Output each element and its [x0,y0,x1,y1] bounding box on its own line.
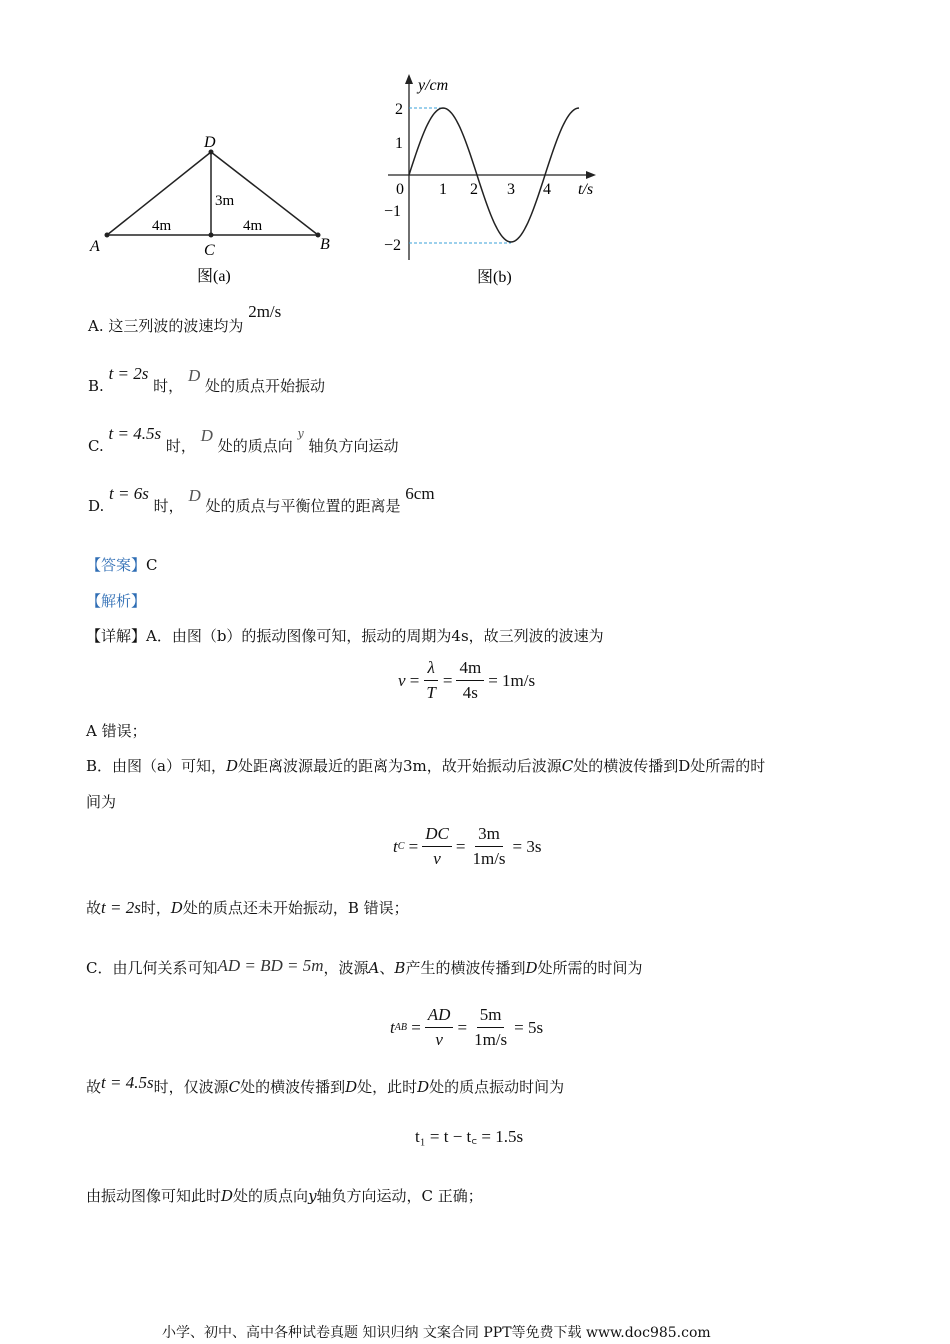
option-prefix: C. [88,437,104,455]
figure-a-triangle [80,125,350,285]
y-tick: −2 [384,237,402,254]
label-c: C [204,242,215,259]
option-math: 2m/s [248,302,282,321]
y-axis-label: y/cm [418,77,449,94]
option-var: D [200,426,213,445]
option-text: 时， [165,437,196,455]
option-c [88,424,399,458]
detail-b-line1: B．由图（a）可知，D处距离波源最近的距离为3m，故开始振动后波源C处的横波传播到D处所需的时 [86,757,766,775]
option-text: 处的质点与平衡位置的距离是 [205,497,401,515]
option-d [88,484,435,516]
fraction: $\frac{AD}{v}$ [425,1005,454,1050]
x-tick: 3 [507,181,515,198]
option-math: t = 6s [109,484,149,503]
option-prefix: D. [88,497,105,515]
detail-a-intro: 【详解】A．由图（b）的振动图像可知，振动的周期为4s，故三列波的波速为 [86,627,604,645]
analysis-label: 【解析】 [86,592,147,610]
x-tick: 2 [470,181,478,198]
label-b: B [320,236,330,253]
option-text: 处的质点向 [217,437,293,455]
option-text: 时， [153,497,184,515]
eq-rhs: = 1m/s [488,670,536,690]
fraction: $\frac{3m}{1m/s}$ [472,824,506,868]
option-a [88,302,282,336]
x-tick: 4 [543,181,551,198]
option-text: 处的质点开始振动 [205,377,326,395]
fraction: $\frac{\lambda}{T}$ [426,658,436,702]
equation-tc: t C = $\frac{DC}{v}$ = $\frac{3m}{1m/s}$ = 3s [393,824,542,868]
dim-ac: 4m [152,218,172,234]
point-a [105,233,110,238]
y-tick: 1 [395,135,403,152]
equation-t1: t₁ = t − t꜀ = 1.5s [415,1127,524,1146]
t-axis-label: t/s [578,181,594,198]
option-math: t = 2s [108,364,149,383]
y-tick: 2 [395,101,403,118]
option-var: y [297,427,304,440]
detail-b-conclusion: 故t = 2s时，D处的质点还未开始振动，B 错误； [86,898,409,917]
label-a: A [90,238,100,255]
dim-dc: 3m [215,193,235,209]
detail-c-intro: C．由几何关系可知AD = BD = 5m，波源A、B产生的横波传播到D处所需的时间为 [86,956,643,977]
answer-line [86,555,158,575]
option-math: t = 4.5s [108,424,162,443]
y-tick: −1 [384,203,402,220]
equation-tab: t AB = $\frac{AD}{v}$ = $\frac{5m}{1m/s}$ = 5s [390,1005,544,1049]
option-prefix: B. [88,377,104,395]
fraction: $\frac{5m}{1m/s}$ [474,1005,508,1049]
option-prefix: A. [88,317,104,335]
option-var: D [187,366,201,385]
detail-a-conclusion: A 错误； [86,722,147,740]
answer-label: 【答案】 [86,556,147,574]
t-axis-arrow [586,171,596,179]
label-d: D [204,134,216,151]
figure-b-graph [380,70,610,290]
fraction: $\frac{DC}{v}$ [422,824,452,869]
option-math: 6cm [405,484,435,503]
fraction: $\frac{4m}{4s}$ [456,658,484,703]
option-var: D [188,486,201,505]
page-footer[interactable]: 小学、初中、高中各种试卷真题 知识归纳 文案合同 PPT等免费下载 www.doc985.com [162,1325,711,1341]
y-axis-arrow [405,74,413,84]
caption-b: 图(b) [477,269,512,286]
eq-lhs: v [398,670,406,690]
option-text: 这三列波的波速均为 [108,317,244,335]
x-tick: 1 [439,181,447,198]
detail-c-final: 由振动图像可知此时D处的质点向y轴负方向运动，C 正确； [86,1187,483,1205]
equation-velocity: v = $\frac{\lambda}{T}$ = $\frac{4m}{4s}$ = 1m/s [398,658,536,702]
option-text: 时， [153,377,184,395]
answer-value: C [146,556,158,574]
point-c [209,233,214,238]
caption-a: 图(a) [197,268,231,285]
dim-cb: 4m [243,218,263,234]
detail-b-line2: 间为 [86,793,117,811]
origin-label: 0 [396,181,404,198]
detail-c-mid: 故t = 4.5s时，仅波源C处的横波传播到D处，此时D处的质点振动时间为 [86,1073,565,1096]
option-text: 轴负方向运动 [308,437,399,455]
option-b [88,364,326,396]
